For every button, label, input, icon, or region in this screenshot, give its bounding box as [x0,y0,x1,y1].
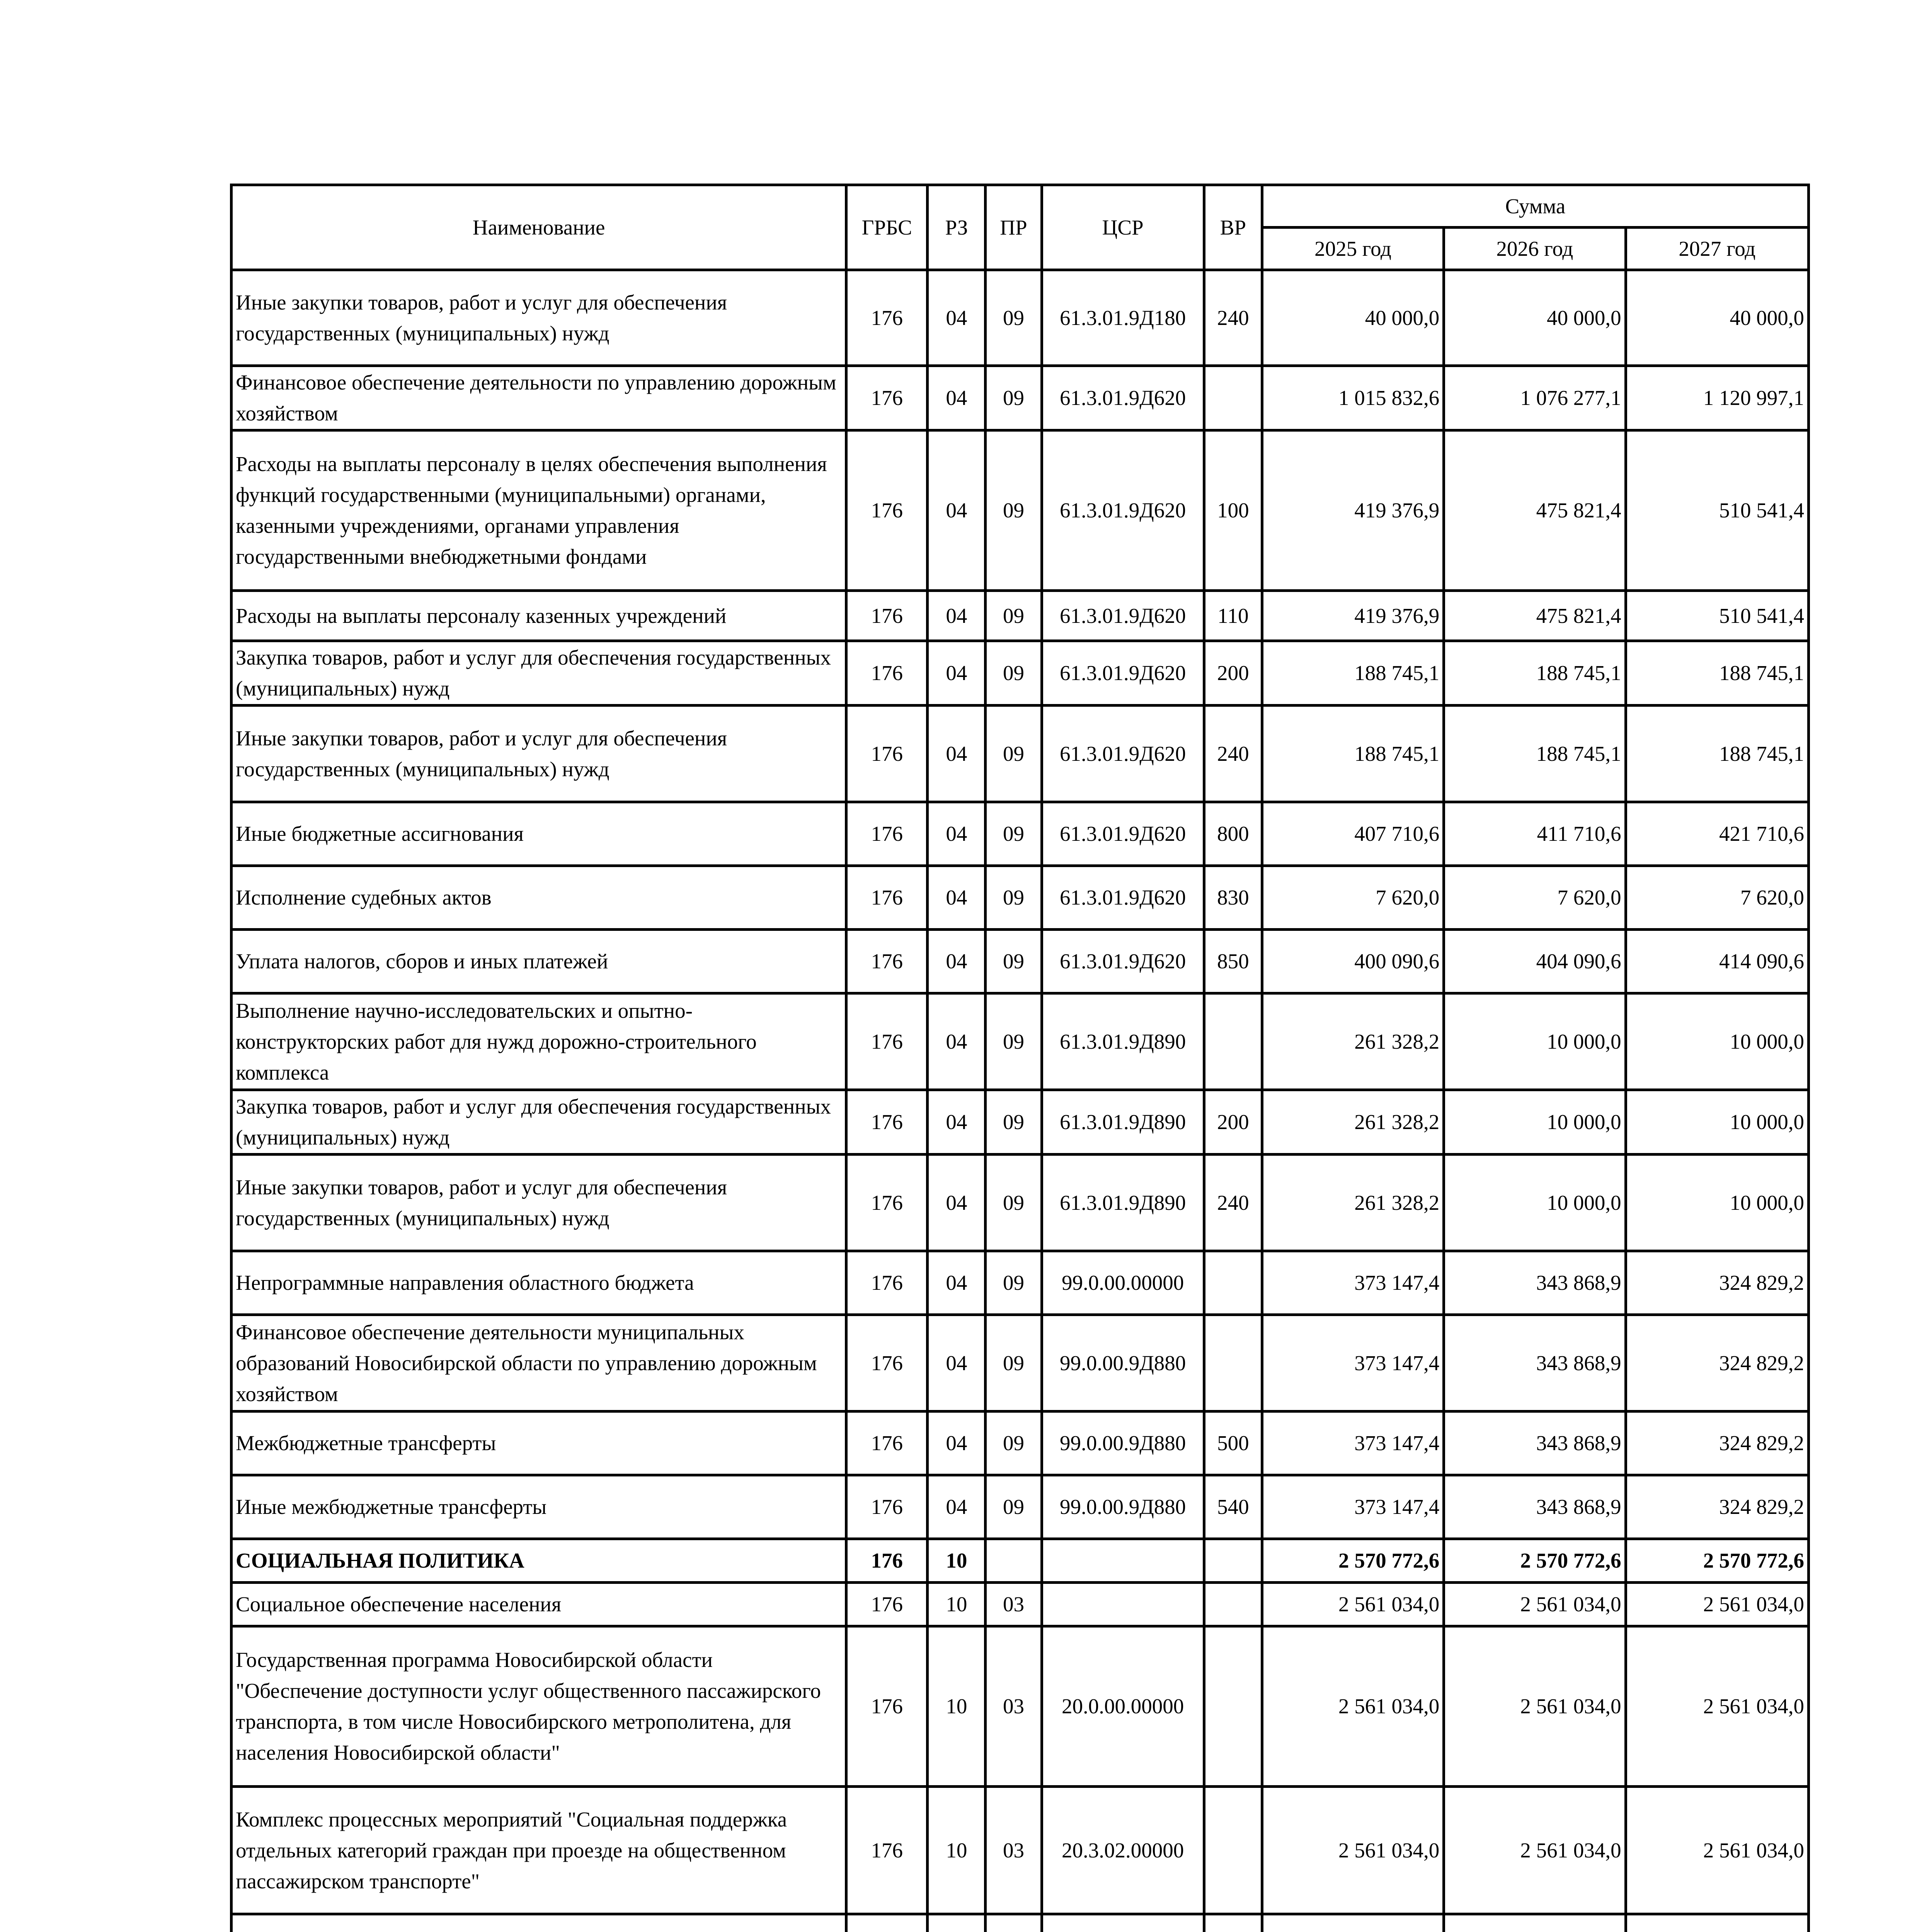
row-vr: 100 [1204,430,1262,591]
row-rz [928,1914,986,1932]
row-grbs: 176 [846,366,928,430]
row-value-2027: 1 120 997,1 [1626,366,1808,430]
row-pr: 09 [986,930,1042,993]
row-pr: 03 [986,1583,1042,1626]
table-row [232,1090,1809,1155]
row-csr: 99.0.00.9Д880 [1042,1475,1204,1539]
table-row [232,1475,1809,1539]
table-row [232,1539,1809,1583]
row-csr: 61.3.01.9Д620 [1042,641,1204,706]
row-value-2027: 10 000,0 [1626,1155,1808,1251]
row-rz: 04 [928,270,986,366]
row-rz: 04 [928,366,986,430]
row-value-2026: 404 090,6 [1444,930,1626,993]
row-rz: 10 [928,1539,986,1583]
row-value-2026: 2 570 772,6 [1444,1539,1626,1583]
table-row [232,1155,1809,1251]
row-value-2026: 343 868,9 [1444,1412,1626,1475]
row-csr: 61.3.01.9Д620 [1042,802,1204,866]
row-value-2027: 2 561 034,0 [1626,1626,1808,1787]
row-value-2026: 2 561 034,0 [1444,1626,1626,1787]
row-value-2025: 373 147,4 [1262,1412,1444,1475]
table-row [232,270,1809,366]
row-name: СОЦИАЛЬНАЯ ПОЛИТИКА [232,1539,846,1583]
row-csr [1042,1583,1204,1626]
header-rz: РЗ [928,185,986,270]
row-pr: 09 [986,993,1042,1090]
row-value-2025: 2 561 034,0 [1262,1626,1444,1787]
row-value-2025: 261 328,2 [1262,1155,1444,1251]
row-value-2025: 40 000,0 [1262,270,1444,366]
table-row [232,591,1809,641]
row-csr: 99.0.00.00000 [1042,1251,1204,1315]
row-csr: 61.3.01.9Д890 [1042,993,1204,1090]
row-name: Комплекс процессных мероприятий "Социальная поддержка отдельных категорий граждан при проезде на общественном пассажирском транспорте" [232,1787,846,1914]
row-vr: 200 [1204,1090,1262,1155]
row-name: Межбюджетные трансферты [232,1412,846,1475]
row-csr: 61.3.01.9Д890 [1042,1155,1204,1251]
row-pr: 03 [986,1787,1042,1914]
row-name: Иные закупки товаров, работ и услуг для обеспечения государственных (муниципальных) нужд [232,706,846,802]
row-value-2027: 188 745,1 [1626,706,1808,802]
row-value-2025: 2 570 772,6 [1262,1539,1444,1583]
row-value-2026: 475 821,4 [1444,591,1626,641]
header-csr: ЦСР [1042,185,1204,270]
row-value-2025: 261 328,2 [1262,993,1444,1090]
row-vr: 540 [1204,1475,1262,1539]
row-csr: 61.3.01.9Д180 [1042,270,1204,366]
row-value-2027: 324 829,2 [1626,1251,1808,1315]
row-value-2026: 188 745,1 [1444,641,1626,706]
row-csr: 20.0.00.00000 [1042,1626,1204,1787]
table-body [232,270,1809,1932]
row-name: Финансовое обеспечение деятельности по управлению дорожным хозяйством [232,366,846,430]
row-value-2027: 2 561 034,0 [1626,1787,1808,1914]
row-grbs: 176 [846,1626,928,1787]
row-value-2025: 1 015 832,6 [1262,366,1444,430]
row-name: Социальное обеспечение населения [232,1583,846,1626]
row-rz: 04 [928,802,986,866]
row-value-2025: 373 147,4 [1262,1315,1444,1412]
row-value-2026: 2 561 034,0 [1444,1583,1626,1626]
row-value-2026 [1444,1914,1626,1932]
table-row [232,430,1809,591]
row-value-2025 [1262,1914,1444,1932]
row-csr: 99.0.00.9Д880 [1042,1315,1204,1412]
budget-table [230,184,1810,1932]
row-grbs: 176 [846,1251,928,1315]
row-value-2027 [1626,1914,1808,1932]
row-pr: 09 [986,641,1042,706]
row-rz: 04 [928,430,986,591]
row-vr: 850 [1204,930,1262,993]
row-name: Закупка товаров, работ и услуг для обеспечения государственных (муниципальных) нужд [232,641,846,706]
row-vr [1204,993,1262,1090]
row-name: Финансовое обеспечение деятельности муниципальных образований Новосибирской области по управлению дорожным хозяйством [232,1315,846,1412]
row-grbs: 176 [846,1315,928,1412]
row-name: Иные закупки товаров, работ и услуг для обеспечения государственных (муниципальных) нужд [232,1155,846,1251]
row-vr [1204,1315,1262,1412]
row-pr: 09 [986,366,1042,430]
row-value-2025: 2 561 034,0 [1262,1583,1444,1626]
row-grbs: 176 [846,1475,928,1539]
row-value-2025: 7 620,0 [1262,866,1444,930]
row-name: Расходы на выплаты персоналу в целях обеспечения выполнения функций государственными (муниципальными) органами, казенными учреждениями, органами управления государственными внебюджетными фондами [232,430,846,591]
row-pr: 09 [986,430,1042,591]
row-name: Выполнение научно-исследовательских и опытно-конструкторских работ для нужд дорожно-строительного комплекса [232,993,846,1090]
row-csr: 61.3.01.9Д620 [1042,930,1204,993]
table-row [232,1787,1809,1914]
row-grbs: 176 [846,866,928,930]
table-header [232,185,1809,270]
row-csr: 61.3.01.9Д620 [1042,430,1204,591]
row-rz: 04 [928,1475,986,1539]
row-name: Закупка товаров, работ и услуг для обеспечения государственных (муниципальных) нужд [232,1090,846,1155]
table-row [232,706,1809,802]
row-value-2026: 188 745,1 [1444,706,1626,802]
row-name: Непрограммные направления областного бюджета [232,1251,846,1315]
row-value-2025: 188 745,1 [1262,641,1444,706]
row-csr: 61.3.01.9Д620 [1042,706,1204,802]
row-value-2026: 343 868,9 [1444,1251,1626,1315]
row-value-2025: 373 147,4 [1262,1251,1444,1315]
row-name: Иные закупки товаров, работ и услуг для обеспечения государственных (муниципальных) нужд [232,270,846,366]
header-pr: ПР [986,185,1042,270]
row-value-2027: 324 829,2 [1626,1412,1808,1475]
row-csr [1042,1914,1204,1932]
row-grbs: 176 [846,430,928,591]
row-vr: 240 [1204,270,1262,366]
row-pr: 09 [986,1475,1042,1539]
row-pr: 09 [986,1412,1042,1475]
row-pr: 09 [986,1315,1042,1412]
row-value-2026: 2 561 034,0 [1444,1787,1626,1914]
row-value-2027: 510 541,4 [1626,430,1808,591]
row-csr: 61.3.01.9Д620 [1042,366,1204,430]
row-name: Иные бюджетные ассигнования [232,802,846,866]
row-grbs: 176 [846,993,928,1090]
row-grbs [846,1914,928,1932]
row-value-2026: 10 000,0 [1444,1155,1626,1251]
row-csr: 61.3.01.9Д620 [1042,591,1204,641]
table-row [232,641,1809,706]
row-vr: 240 [1204,1155,1262,1251]
row-value-2027: 324 829,2 [1626,1475,1808,1539]
row-vr [1204,1583,1262,1626]
row-pr [986,1539,1042,1583]
row-rz: 04 [928,1412,986,1475]
row-value-2026: 475 821,4 [1444,430,1626,591]
row-value-2026: 7 620,0 [1444,866,1626,930]
row-vr [1204,1626,1262,1787]
row-value-2026: 1 076 277,1 [1444,366,1626,430]
row-pr: 09 [986,270,1042,366]
row-value-2027: 10 000,0 [1626,993,1808,1090]
row-pr: 09 [986,1155,1042,1251]
header-year-2026: 2026 год [1444,228,1626,270]
row-value-2025: 2 561 034,0 [1262,1787,1444,1914]
row-value-2027: 7 620,0 [1626,866,1808,930]
row-value-2026: 40 000,0 [1444,270,1626,366]
row-value-2025: 407 710,6 [1262,802,1444,866]
row-pr: 09 [986,1090,1042,1155]
table-row [232,930,1809,993]
row-csr: 61.3.01.9Д890 [1042,1090,1204,1155]
row-value-2027: 40 000,0 [1626,270,1808,366]
row-value-2026: 343 868,9 [1444,1315,1626,1412]
row-vr: 500 [1204,1412,1262,1475]
row-value-2025: 419 376,9 [1262,430,1444,591]
row-rz: 10 [928,1626,986,1787]
table-row [232,1315,1809,1412]
row-csr: 99.0.00.9Д880 [1042,1412,1204,1475]
row-value-2027: 2 561 034,0 [1626,1583,1808,1626]
table-row [232,1251,1809,1315]
row-vr: 830 [1204,866,1262,930]
row-grbs: 176 [846,930,928,993]
row-rz: 04 [928,1155,986,1251]
table-row [232,1583,1809,1626]
row-vr [1204,1914,1262,1932]
row-vr: 800 [1204,802,1262,866]
row-value-2025: 373 147,4 [1262,1475,1444,1539]
table-row [232,1626,1809,1787]
row-vr: 200 [1204,641,1262,706]
row-pr: 09 [986,802,1042,866]
row-value-2027: 414 090,6 [1626,930,1808,993]
row-rz: 04 [928,1251,986,1315]
row-value-2027: 421 710,6 [1626,802,1808,866]
header-sum: Сумма [1262,185,1808,228]
table-row [232,1412,1809,1475]
row-vr [1204,1787,1262,1914]
row-value-2025: 400 090,6 [1262,930,1444,993]
row-grbs: 176 [846,1090,928,1155]
row-value-2027: 10 000,0 [1626,1090,1808,1155]
row-pr: 09 [986,706,1042,802]
row-value-2026: 343 868,9 [1444,1475,1626,1539]
row-rz: 04 [928,641,986,706]
header-year-2025: 2025 год [1262,228,1444,270]
row-csr [1042,1539,1204,1583]
row-vr: 110 [1204,591,1262,641]
row-csr: 20.3.02.00000 [1042,1787,1204,1914]
header-vr: ВР [1204,185,1262,270]
row-grbs: 176 [846,270,928,366]
row-value-2027: 188 745,1 [1626,641,1808,706]
row-csr: 61.3.01.9Д620 [1042,866,1204,930]
row-grbs: 176 [846,1155,928,1251]
row-grbs: 176 [846,1539,928,1583]
row-name [232,1914,846,1932]
row-vr: 240 [1204,706,1262,802]
row-value-2027: 2 570 772,6 [1626,1539,1808,1583]
row-vr [1204,1539,1262,1583]
row-pr: 09 [986,591,1042,641]
row-value-2025: 261 328,2 [1262,1090,1444,1155]
row-value-2026: 10 000,0 [1444,993,1626,1090]
row-value-2025: 419 376,9 [1262,591,1444,641]
row-vr [1204,1251,1262,1315]
row-rz: 04 [928,1315,986,1412]
row-rz: 04 [928,866,986,930]
row-rz: 04 [928,1090,986,1155]
row-grbs: 176 [846,591,928,641]
header-year-2027: 2027 год [1626,228,1808,270]
row-rz: 04 [928,993,986,1090]
header-grbs: ГРБС [846,185,928,270]
row-grbs: 176 [846,1583,928,1626]
row-name: Уплата налогов, сборов и иных платежей [232,930,846,993]
row-value-2027: 510 541,4 [1626,591,1808,641]
table-row [232,993,1809,1090]
row-rz: 04 [928,591,986,641]
row-grbs: 176 [846,706,928,802]
row-pr: 09 [986,866,1042,930]
row-name: Государственная программа Новосибирской области "Обеспечение доступности услуг общественного пассажирского транспорта, в том числе Новосибирского метрополитена, для населения Новосибирской области" [232,1626,846,1787]
row-grbs: 176 [846,1412,928,1475]
row-vr [1204,366,1262,430]
row-value-2026: 411 710,6 [1444,802,1626,866]
row-rz: 04 [928,706,986,802]
row-grbs: 176 [846,802,928,866]
table-row [232,366,1809,430]
table-row [232,802,1809,866]
row-pr: 09 [986,1251,1042,1315]
table-row [232,1914,1809,1932]
row-grbs: 176 [846,641,928,706]
row-pr [986,1914,1042,1932]
row-value-2025: 188 745,1 [1262,706,1444,802]
row-name: Иные межбюджетные трансферты [232,1475,846,1539]
row-value-2026: 10 000,0 [1444,1090,1626,1155]
row-rz: 04 [928,930,986,993]
row-value-2027: 324 829,2 [1626,1315,1808,1412]
row-name: Расходы на выплаты персоналу казенных учреждений [232,591,846,641]
header-name: Наименование [232,185,846,270]
table-row [232,866,1809,930]
row-rz: 10 [928,1787,986,1914]
row-rz: 10 [928,1583,986,1626]
row-grbs: 176 [846,1787,928,1914]
row-pr: 03 [986,1626,1042,1787]
row-name: Исполнение судебных актов [232,866,846,930]
